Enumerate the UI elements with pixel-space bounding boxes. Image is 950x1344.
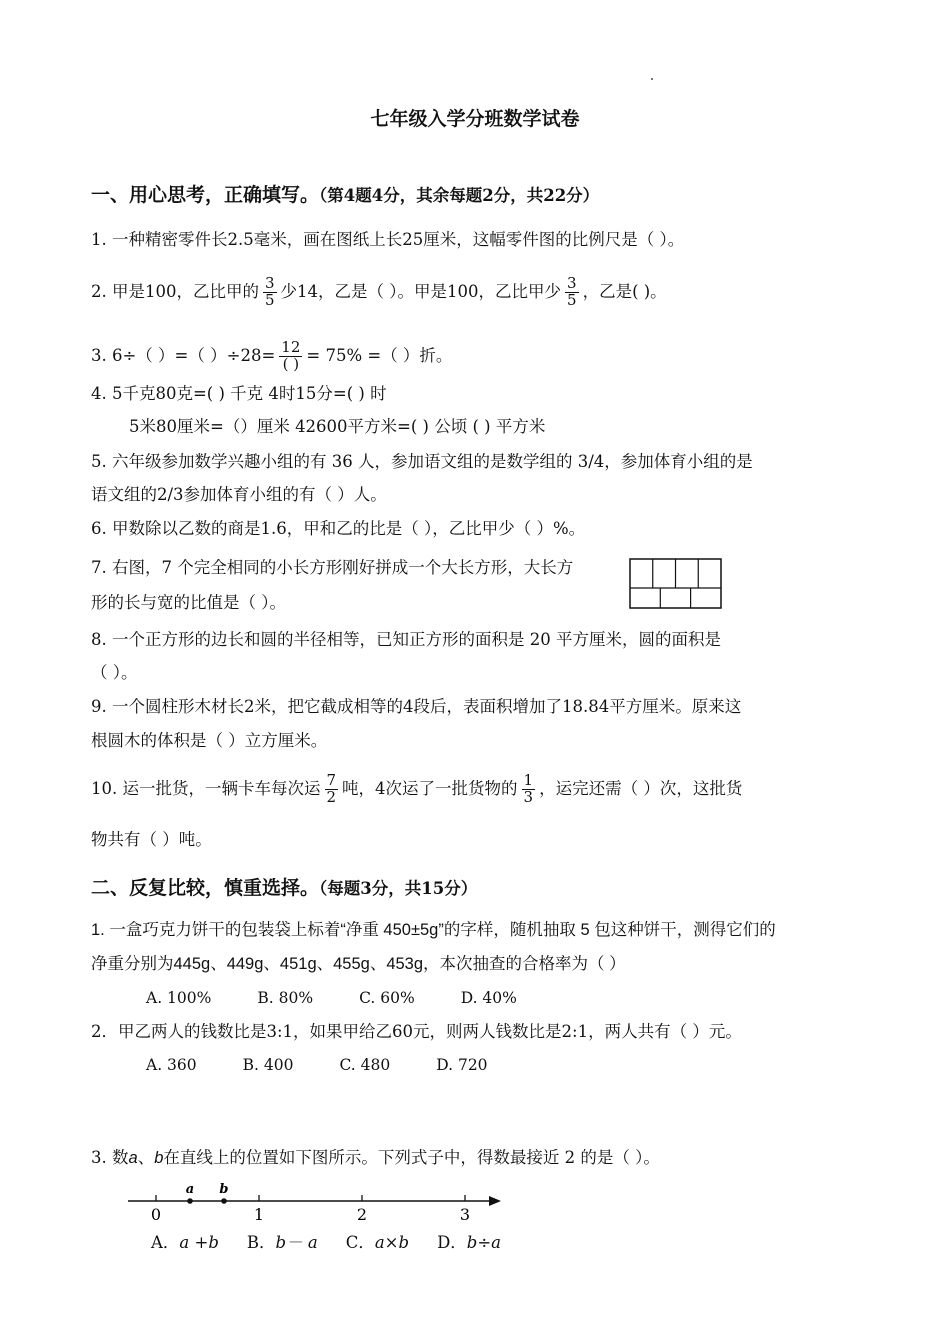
- option-a[interactable]: A. 360: [146, 1056, 197, 1074]
- option-d[interactable]: [437, 1233, 501, 1252]
- q2-text-1: 2. 甲是100，乙比甲的: [91, 281, 259, 301]
- fraction-7-2: [325, 773, 339, 806]
- q3-text-2: = 75% =（ ）折。: [306, 345, 453, 365]
- option-letter: D．: [437, 1233, 467, 1252]
- tick-label: 2: [356, 1205, 368, 1224]
- frac-den: 2: [326, 787, 337, 806]
- point-b-dot: [221, 1198, 227, 1204]
- option-letter: B．: [246, 1233, 276, 1252]
- option-d[interactable]: D. 720: [436, 1056, 488, 1074]
- page-title: 七年级入学分班数学试卷: [370, 108, 580, 130]
- fraction-1-3: [522, 773, 536, 806]
- section1-heading: [91, 180, 599, 207]
- q3-sep: 、: [137, 1148, 155, 1167]
- section1-heading-text: 一、用心思考，正确填写。: [91, 184, 320, 206]
- stray-dot: [651, 78, 653, 80]
- section2-heading: [91, 873, 477, 900]
- question-1-4-line1: 4. 5千克80克=( ) 千克 4时15分=( ) 时: [91, 384, 387, 403]
- option-expr: a×b: [374, 1233, 410, 1252]
- option-expr: b÷a: [466, 1233, 502, 1252]
- question-1-10: [91, 773, 742, 806]
- option-b[interactable]: [247, 1233, 318, 1252]
- q10-text-2: 吨，4次运了一批货物的: [342, 778, 518, 798]
- q3-text-2: 在直线上的位置如下图所示。下列式子中，得数最接近 2 的是（ ）。: [163, 1148, 660, 1167]
- frac-num: 3: [567, 274, 577, 292]
- option-expr: b－ a: [275, 1233, 318, 1252]
- question-1-4-line2: 5米80厘米=（）厘米 42600平方米=( ) 公顷 ( ) 平方米: [129, 417, 546, 436]
- option-a[interactable]: A. 100%: [146, 989, 212, 1007]
- question-1-6: 6. 甲数除以乙数的商是1.6，甲和乙的比是（ ），乙比甲少（ ）%。: [91, 519, 586, 538]
- option-expr: a +b: [179, 1233, 219, 1252]
- question-2-1-options: [146, 986, 563, 1010]
- option-d[interactable]: D. 40%: [460, 989, 517, 1007]
- frac-num: 12: [281, 338, 301, 356]
- q3-text-1: 3. 数: [91, 1148, 129, 1167]
- fraction-3-5-b: [565, 276, 579, 309]
- question-1-10-line2: 物共有（ ）吨。: [91, 830, 212, 849]
- question-2-2-options: [146, 1053, 534, 1077]
- question-1-1: 1. 一种精密零件长2.5毫米，画在图纸上长25厘米，这幅零件图的比例尺是（ ）。: [91, 230, 685, 249]
- option-b[interactable]: B. 80%: [257, 989, 314, 1007]
- option-c[interactable]: C. 480: [339, 1056, 391, 1074]
- section2-heading-text: 二、反复比较，慎重选择。: [91, 877, 320, 899]
- tick-label: 1: [253, 1205, 265, 1224]
- number-line: [120, 1176, 520, 1224]
- option-letter: A．: [151, 1233, 180, 1252]
- frac-den: ( ): [282, 354, 300, 373]
- question-1-9-line1: 9. 一个圆柱形木材长2米，把它截成相等的4段后，表面积增加了18.84平方厘米。原来这: [91, 697, 742, 716]
- question-1-8-line2: （ ）。: [91, 663, 138, 682]
- frac-num: 1: [523, 771, 534, 789]
- option-c[interactable]: C. 60%: [359, 989, 415, 1007]
- fraction-3-5-a: [263, 276, 277, 309]
- var-a: a: [128, 1149, 138, 1167]
- frac-num: 3: [264, 274, 275, 292]
- q2-text-3: ，乙是( )。: [582, 281, 667, 301]
- point-a-dot: [187, 1198, 193, 1204]
- question-1-9-line2: 根圆木的体积是（ ）立方厘米。: [91, 731, 328, 750]
- question-1-5-line2: 语文组的2/3参加体育小组的有（ ）人。: [91, 485, 387, 504]
- frac-den: 5: [567, 290, 577, 309]
- arrow-head-icon: [489, 1196, 501, 1206]
- frac-den: 3: [523, 787, 534, 806]
- option-b[interactable]: B. 400: [242, 1056, 294, 1074]
- question-2-1-line1: 1. 一盒巧克力饼干的包装袋上标着“净重 450±5g”的字样，随机抽取 5 包这种饼干，测得它们的: [91, 921, 776, 939]
- question-2-3: [91, 1146, 660, 1170]
- question-1-5-line1: 5. 六年级参加数学兴趣小组的有 36 人，参加语文组的是数学组的 3/4，参加体育小组的是: [91, 452, 753, 471]
- section1-note: （第4题4分，其余每题2分，共22分）: [319, 186, 600, 205]
- question-1-3: [91, 340, 452, 373]
- frac-num: 7: [326, 771, 337, 789]
- frac-den: 5: [264, 290, 275, 309]
- question-2-2: 2．甲乙两人的钱数比是3:1，如果甲给乙60元，则两人钱数比是2:1，两人共有（ ）元。: [91, 1022, 742, 1041]
- option-a[interactable]: [151, 1233, 219, 1252]
- rectangle-diagram: [629, 558, 723, 610]
- point-b-label: b: [219, 1182, 229, 1197]
- section2-note: （每题3分，共15分）: [319, 879, 478, 898]
- option-letter: C．: [345, 1233, 375, 1252]
- question-1-7-line1: 7. 右图，7 个完全相同的小长方形刚好拼成一个大长方形，大长方: [91, 558, 574, 577]
- fraction-12-blank: [279, 340, 302, 373]
- tick-label: 0: [150, 1205, 162, 1224]
- q3-text-1: 3. 6÷（ ）=（ ）÷28=: [91, 345, 276, 365]
- q2-text-2: 少14，乙是（ ）。甲是100，乙比甲少: [280, 281, 562, 301]
- question-1-2: [91, 276, 667, 309]
- q10-text-1: 10. 运一批货，一辆卡车每次运: [91, 778, 321, 798]
- option-c[interactable]: [346, 1233, 409, 1252]
- var-b: b: [154, 1149, 164, 1167]
- question-2-3-options: [151, 1231, 501, 1255]
- q10-text-3: ，运完还需（ ）次，这批货: [539, 778, 743, 798]
- tick-label: 3: [459, 1205, 471, 1224]
- question-2-1-line2: 净重分别为445g、449g、451g、455g、453g，本次抽查的合格率为（ ）: [91, 955, 626, 973]
- point-a-label: a: [185, 1182, 195, 1197]
- question-1-8-line1: 8. 一个正方形的边长和圆的半径相等，已知正方形的面积是 20 平方厘米，圆的面积是: [91, 630, 721, 649]
- question-1-7-line2: 形的长与宽的比值是（ ）。: [91, 593, 286, 612]
